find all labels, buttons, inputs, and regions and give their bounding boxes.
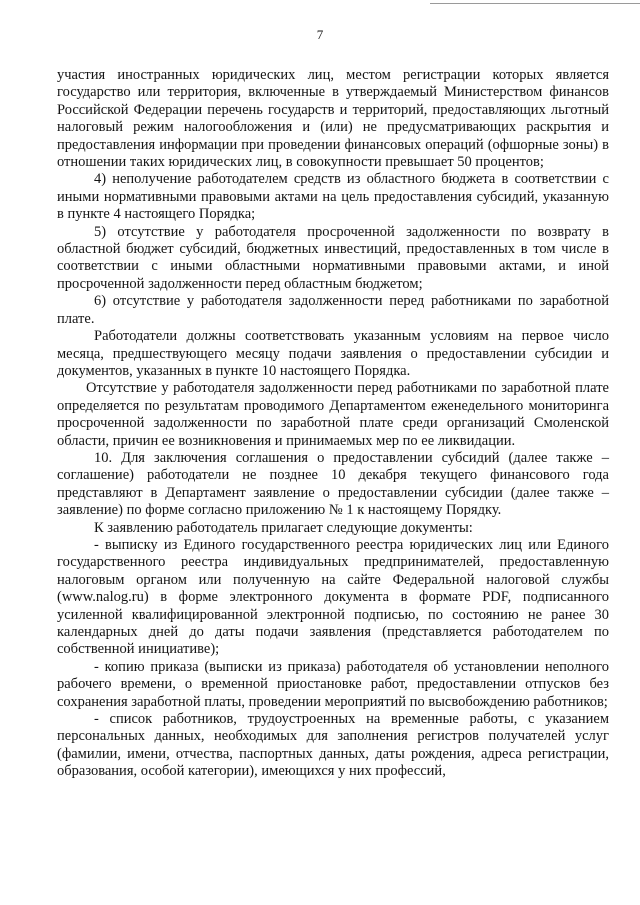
paragraph-offshore-participation: участия иностранных юридических лиц, местом регистрации которых является государство или территория, включенные в утверждаемый Министерством финансов Российской Федерации перечень государств и территорий, предоставляющих льготный налоговый режим налогообложения и (или) не предусматривающих раскрытия и предоставления информации при проведении финансовых операций (офшорные зоны) в отношении таких юридических лиц, в совокупности превышает 50 процентов;	[57, 67, 609, 171]
paragraph-wage-arrears-monitoring: Отсутствие у работодателя задолженности перед работниками по заработной плате определяется по результатам проводимого Департаментом еженедельного мониторинга просроченной задолженности по заработной плате среди организаций Смоленской области, причин ее возникновения и принимаемых мер по ее ликвидации.	[57, 380, 609, 449]
page-number: 7	[316, 27, 324, 42]
list-item-order-copy: - копию приказа (выписки из приказа) работодателя об установлении неполного рабочего времени, о временной приостановке работ, предоставлении отпусков без сохранения заработной платы, проведении мероприятий по высвобождению работников;	[57, 658, 609, 710]
document-body	[57, 67, 609, 781]
list-item-registry-extract: - выписку из Единого государственного реестра юридических лиц или Единого государственного реестра индивидуальных предпринимателей, предоставленную налоговым органом или полученную на сайте Федеральной налоговой службы (www.nalog.ru) в форме электронного документа в формате PDF, подписанного усиленной квалифицированной электронной подписью, по состоянию не ранее 30 календарных дней до даты подачи заявления (представляется работодателем по собственной инициативе);	[57, 536, 609, 658]
paragraph-compliance-date: Работодатели должны соответствовать указанным условиям на первое число месяца, предшествующего месяцу подачи заявления о предоставлении субсидии и документов, указанных в пункте 10 настоящего Порядка.	[57, 328, 609, 379]
paragraph-attachments-intro: К заявлению работодатель прилагает следующие документы:	[94, 519, 473, 536]
paragraph-condition-4: 4) неполучение работодателем средств из областного бюджета в соответствии с иными нормативными правовыми актами на цель предоставления субсидий, указанную в пункте 4 настоящего Порядка;	[57, 171, 609, 223]
paragraph-condition-5: 5) отсутствие у работодателя просроченной задолженности по возврату в областной бюджет субсидий, бюджетных инвестиций, предоставленных в том числе в соответствии с иными областными нормативными правовыми актами, и иной просроченной задолженности перед областным бюджетом;	[57, 223, 609, 292]
top-rule-line	[430, 3, 640, 4]
paragraph-condition-6: 6) отсутствие у работодателя задолженности перед работниками по заработной плате.	[57, 293, 609, 327]
list-item-employee-list: - список работников, трудоустроенных на временные работы, с указанием персональных данных, необходимых для заполнения регистров получателей услуг (фамилии, имени, отчества, паспортных данных, даты рождения, адреса регистрации, образования, особой категории), имеющихся у них профессий,	[57, 711, 609, 780]
paragraph-item-10: 10. Для заключения соглашения о предоставлении субсидий (далее также – соглашение) работодатели не позднее 10 декабря текущего финансового года представляют в Департамент заявление о предоставлении субсидии (далее также – заявление) по форме согласно приложению № 1 к настоящему Порядку.	[57, 449, 609, 519]
